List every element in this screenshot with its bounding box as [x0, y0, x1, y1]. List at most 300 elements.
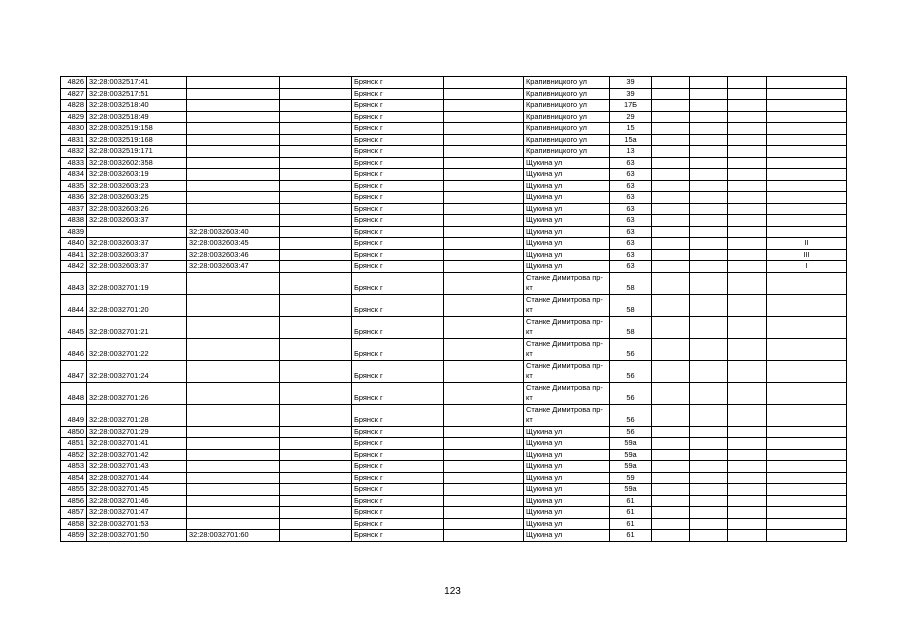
cell-street: Крапивницкого ул — [524, 88, 610, 100]
cell-empty — [728, 530, 767, 542]
cell-empty — [652, 495, 690, 507]
cell-number: 4849 — [61, 404, 87, 426]
cell-house: 63 — [610, 203, 652, 215]
cell-empty — [280, 360, 352, 382]
cell-empty — [690, 382, 728, 404]
cell-number: 4838 — [61, 215, 87, 227]
cell-parent-cadastral-number — [187, 294, 280, 316]
cell-empty — [444, 180, 524, 192]
cell-empty — [728, 272, 767, 294]
cell-city: Брянск г — [352, 472, 444, 484]
cell-number: 4857 — [61, 507, 87, 519]
cell-parent-cadastral-number — [187, 338, 280, 360]
cell-number: 4858 — [61, 518, 87, 530]
table-row — [61, 404, 847, 426]
cell-empty — [652, 404, 690, 426]
cell-empty — [652, 100, 690, 112]
cell-letter — [767, 472, 847, 484]
cell-parent-cadastral-number — [187, 518, 280, 530]
cell-street: Станке Димитрова пр-кт — [524, 360, 610, 382]
cell-parent-cadastral-number — [187, 157, 280, 169]
cell-empty — [444, 192, 524, 204]
table-row — [61, 100, 847, 112]
table-row — [61, 215, 847, 227]
cell-empty — [728, 495, 767, 507]
cell-cadastral-number: 32:28:0032701:50 — [87, 530, 187, 542]
cell-city: Брянск г — [352, 484, 444, 496]
cell-letter — [767, 215, 847, 227]
cell-empty — [728, 507, 767, 519]
cell-empty — [280, 382, 352, 404]
cell-empty — [690, 203, 728, 215]
cell-letter — [767, 226, 847, 238]
cell-street: Щукина ул — [524, 226, 610, 238]
cell-empty — [444, 382, 524, 404]
cell-letter — [767, 146, 847, 158]
cell-city: Брянск г — [352, 261, 444, 273]
cell-empty — [280, 226, 352, 238]
cell-empty — [728, 438, 767, 450]
cell-letter — [767, 111, 847, 123]
cell-empty — [690, 272, 728, 294]
cell-city: Брянск г — [352, 438, 444, 450]
cell-empty — [728, 88, 767, 100]
cell-empty — [652, 272, 690, 294]
cell-cadastral-number: 32:28:0032701:42 — [87, 449, 187, 461]
cell-house: 63 — [610, 157, 652, 169]
cell-empty — [280, 157, 352, 169]
cell-empty — [280, 100, 352, 112]
cell-house: 63 — [610, 226, 652, 238]
cell-city: Брянск г — [352, 100, 444, 112]
table-row — [61, 157, 847, 169]
cell-number: 4847 — [61, 360, 87, 382]
cell-empty — [652, 382, 690, 404]
cell-street: Станке Димитрова пр-кт — [524, 294, 610, 316]
cell-cadastral-number: 32:28:0032603:37 — [87, 238, 187, 250]
cell-empty — [652, 215, 690, 227]
cell-number: 4826 — [61, 77, 87, 89]
cell-cadastral-number: 32:28:0032603:26 — [87, 203, 187, 215]
cell-empty — [444, 146, 524, 158]
cell-empty — [444, 226, 524, 238]
cell-empty — [444, 518, 524, 530]
cell-empty — [652, 449, 690, 461]
cell-street: Щукина ул — [524, 249, 610, 261]
cell-empty — [690, 111, 728, 123]
cell-empty — [690, 180, 728, 192]
cell-empty — [728, 123, 767, 135]
cell-house: 59а — [610, 438, 652, 450]
cell-house: 58 — [610, 294, 652, 316]
cell-city: Брянск г — [352, 426, 444, 438]
cell-house: 59а — [610, 461, 652, 473]
table-row — [61, 338, 847, 360]
cell-empty — [280, 495, 352, 507]
cell-empty — [652, 438, 690, 450]
cell-empty — [652, 261, 690, 273]
cell-empty — [444, 484, 524, 496]
cell-house: 13 — [610, 146, 652, 158]
cell-cadastral-number: 32:28:0032603:19 — [87, 169, 187, 181]
cell-house: 63 — [610, 169, 652, 181]
table-row — [61, 530, 847, 542]
cell-house: 59а — [610, 484, 652, 496]
cell-empty — [728, 261, 767, 273]
table-row — [61, 438, 847, 450]
cell-letter — [767, 169, 847, 181]
cell-empty — [444, 495, 524, 507]
cell-empty — [652, 192, 690, 204]
cell-number: 4837 — [61, 203, 87, 215]
cell-empty — [280, 111, 352, 123]
cell-empty — [652, 134, 690, 146]
cell-empty — [652, 530, 690, 542]
cell-empty — [690, 123, 728, 135]
cell-empty — [280, 146, 352, 158]
cell-number: 4843 — [61, 272, 87, 294]
cell-parent-cadastral-number — [187, 146, 280, 158]
cell-parent-cadastral-number — [187, 449, 280, 461]
cell-street: Щукина ул — [524, 484, 610, 496]
cell-house: 56 — [610, 338, 652, 360]
cell-empty — [728, 215, 767, 227]
cell-empty — [652, 249, 690, 261]
cell-city: Брянск г — [352, 238, 444, 250]
cell-parent-cadastral-number — [187, 169, 280, 181]
cell-city: Брянск г — [352, 88, 444, 100]
cell-empty — [690, 249, 728, 261]
cell-house: 63 — [610, 192, 652, 204]
cell-parent-cadastral-number: 32:28:0032603:45 — [187, 238, 280, 250]
cell-number: 4850 — [61, 426, 87, 438]
cell-empty — [690, 484, 728, 496]
cell-parent-cadastral-number — [187, 203, 280, 215]
cell-empty — [728, 134, 767, 146]
table-row — [61, 472, 847, 484]
cell-house: 39 — [610, 77, 652, 89]
cell-empty — [728, 426, 767, 438]
cell-letter — [767, 180, 847, 192]
cell-empty — [728, 449, 767, 461]
cell-empty — [280, 507, 352, 519]
cell-house: 29 — [610, 111, 652, 123]
cell-empty — [280, 426, 352, 438]
cell-empty — [280, 272, 352, 294]
cell-empty — [444, 438, 524, 450]
cell-street: Щукина ул — [524, 180, 610, 192]
table-row — [61, 426, 847, 438]
cell-number: 4828 — [61, 100, 87, 112]
cell-empty — [690, 472, 728, 484]
cell-empty — [444, 294, 524, 316]
cell-cadastral-number: 32:28:0032518:49 — [87, 111, 187, 123]
cell-street: Щукина ул — [524, 461, 610, 473]
cell-empty — [728, 157, 767, 169]
cell-number: 4839 — [61, 226, 87, 238]
cell-empty — [690, 88, 728, 100]
cell-empty — [690, 294, 728, 316]
cell-empty — [444, 215, 524, 227]
cell-empty — [444, 261, 524, 273]
cell-empty — [690, 169, 728, 181]
cell-street: Щукина ул — [524, 507, 610, 519]
table-row — [61, 294, 847, 316]
cell-empty — [280, 238, 352, 250]
cell-number: 4856 — [61, 495, 87, 507]
cell-street: Станке Димитрова пр-кт — [524, 272, 610, 294]
cell-parent-cadastral-number: 32:28:0032603:46 — [187, 249, 280, 261]
cell-empty — [652, 123, 690, 135]
cell-city: Брянск г — [352, 157, 444, 169]
cell-house: 15а — [610, 134, 652, 146]
cell-street: Крапивницкого ул — [524, 100, 610, 112]
cell-cadastral-number: 32:28:0032701:29 — [87, 426, 187, 438]
cell-number: 4846 — [61, 338, 87, 360]
registry-table-body — [61, 77, 847, 542]
cell-parent-cadastral-number — [187, 134, 280, 146]
cell-number: 4854 — [61, 472, 87, 484]
cell-parent-cadastral-number — [187, 180, 280, 192]
cell-cadastral-number: 32:28:0032603:37 — [87, 261, 187, 273]
cell-letter — [767, 507, 847, 519]
table-row — [61, 507, 847, 519]
cell-empty — [280, 134, 352, 146]
cell-empty — [280, 438, 352, 450]
cell-empty — [652, 461, 690, 473]
cell-city: Брянск г — [352, 203, 444, 215]
cell-house: 61 — [610, 495, 652, 507]
cell-street: Щукина ул — [524, 238, 610, 250]
cell-house: 61 — [610, 530, 652, 542]
cell-letter — [767, 157, 847, 169]
cell-number: 4830 — [61, 123, 87, 135]
cell-cadastral-number: 32:28:0032701:26 — [87, 382, 187, 404]
cell-empty — [728, 146, 767, 158]
cell-parent-cadastral-number: 32:28:0032603:40 — [187, 226, 280, 238]
cell-empty — [652, 360, 690, 382]
cell-empty — [728, 203, 767, 215]
table-row — [61, 226, 847, 238]
cell-empty — [728, 111, 767, 123]
cell-cadastral-number: 32:28:0032701:22 — [87, 338, 187, 360]
cell-parent-cadastral-number — [187, 100, 280, 112]
cell-empty — [280, 169, 352, 181]
cell-parent-cadastral-number: 32:28:0032701:60 — [187, 530, 280, 542]
cell-empty — [728, 518, 767, 530]
cell-parent-cadastral-number — [187, 272, 280, 294]
cell-letter — [767, 192, 847, 204]
table-row — [61, 495, 847, 507]
cell-city: Брянск г — [352, 77, 444, 89]
cell-street: Крапивницкого ул — [524, 111, 610, 123]
cell-empty — [728, 360, 767, 382]
cell-house: 63 — [610, 215, 652, 227]
cell-empty — [652, 157, 690, 169]
cell-empty — [280, 530, 352, 542]
registry-table — [60, 76, 847, 542]
cell-letter — [767, 338, 847, 360]
cell-empty — [444, 507, 524, 519]
table-row — [61, 249, 847, 261]
cell-empty — [652, 180, 690, 192]
cell-empty — [280, 123, 352, 135]
cell-street: Щукина ул — [524, 495, 610, 507]
cell-cadastral-number: 32:28:0032701:53 — [87, 518, 187, 530]
cell-empty — [280, 215, 352, 227]
cell-city: Брянск г — [352, 192, 444, 204]
cell-cadastral-number: 32:28:0032701:45 — [87, 484, 187, 496]
cell-letter — [767, 203, 847, 215]
cell-empty — [652, 238, 690, 250]
cell-empty — [690, 215, 728, 227]
cell-empty — [690, 77, 728, 89]
table-row — [61, 449, 847, 461]
cell-empty — [280, 77, 352, 89]
cell-parent-cadastral-number — [187, 426, 280, 438]
cell-empty — [690, 507, 728, 519]
cell-letter — [767, 438, 847, 450]
cell-empty — [444, 100, 524, 112]
cell-empty — [280, 449, 352, 461]
cell-letter: III — [767, 249, 847, 261]
table-row — [61, 169, 847, 181]
cell-city: Брянск г — [352, 146, 444, 158]
cell-empty — [444, 203, 524, 215]
cell-letter: I — [767, 261, 847, 273]
cell-street: Крапивницкого ул — [524, 146, 610, 158]
cell-letter — [767, 360, 847, 382]
cell-house: 56 — [610, 404, 652, 426]
table-row — [61, 192, 847, 204]
cell-letter — [767, 461, 847, 473]
cell-empty — [652, 111, 690, 123]
cell-empty — [444, 338, 524, 360]
cell-empty — [728, 316, 767, 338]
cell-empty — [728, 461, 767, 473]
cell-city: Брянск г — [352, 530, 444, 542]
cell-cadastral-number: 32:28:0032518:40 — [87, 100, 187, 112]
table-row — [61, 316, 847, 338]
cell-number: 4832 — [61, 146, 87, 158]
cell-street: Щукина ул — [524, 472, 610, 484]
cell-cadastral-number: 32:28:0032701:20 — [87, 294, 187, 316]
cell-empty — [728, 100, 767, 112]
cell-city: Брянск г — [352, 404, 444, 426]
cell-house: 39 — [610, 88, 652, 100]
cell-number: 4835 — [61, 180, 87, 192]
cell-empty — [728, 249, 767, 261]
cell-parent-cadastral-number — [187, 316, 280, 338]
cell-number: 4827 — [61, 88, 87, 100]
cell-street: Щукина ул — [524, 518, 610, 530]
cell-letter — [767, 530, 847, 542]
cell-city: Брянск г — [352, 169, 444, 181]
cell-number: 4836 — [61, 192, 87, 204]
cell-cadastral-number — [87, 226, 187, 238]
cell-letter: II — [767, 238, 847, 250]
cell-parent-cadastral-number — [187, 123, 280, 135]
cell-street: Станке Димитрова пр-кт — [524, 404, 610, 426]
cell-letter — [767, 123, 847, 135]
cell-empty — [444, 88, 524, 100]
cell-empty — [690, 146, 728, 158]
cell-empty — [690, 426, 728, 438]
table-row — [61, 518, 847, 530]
cell-street: Станке Димитрова пр-кт — [524, 338, 610, 360]
cell-house: 63 — [610, 180, 652, 192]
cell-letter — [767, 484, 847, 496]
cell-empty — [728, 338, 767, 360]
cell-empty — [690, 518, 728, 530]
cell-parent-cadastral-number — [187, 438, 280, 450]
cell-empty — [444, 157, 524, 169]
cell-empty — [728, 294, 767, 316]
cell-street: Щукина ул — [524, 449, 610, 461]
cell-empty — [444, 404, 524, 426]
cell-cadastral-number: 32:28:0032602:358 — [87, 157, 187, 169]
cell-house: 59 — [610, 472, 652, 484]
cell-parent-cadastral-number — [187, 507, 280, 519]
cell-number: 4834 — [61, 169, 87, 181]
cell-empty — [690, 338, 728, 360]
cell-cadastral-number: 32:28:0032701:44 — [87, 472, 187, 484]
cell-empty — [652, 316, 690, 338]
cell-cadastral-number: 32:28:0032701:24 — [87, 360, 187, 382]
cell-number: 4852 — [61, 449, 87, 461]
table-row — [61, 238, 847, 250]
cell-number: 4831 — [61, 134, 87, 146]
cell-empty — [690, 261, 728, 273]
cell-empty — [652, 226, 690, 238]
cell-street: Щукина ул — [524, 530, 610, 542]
cell-empty — [652, 203, 690, 215]
cell-empty — [280, 316, 352, 338]
cell-empty — [280, 461, 352, 473]
cell-street: Крапивницкого ул — [524, 134, 610, 146]
cell-city: Брянск г — [352, 495, 444, 507]
cell-empty — [444, 134, 524, 146]
cell-letter — [767, 100, 847, 112]
cell-city: Брянск г — [352, 338, 444, 360]
cell-empty — [280, 192, 352, 204]
cell-street: Щукина ул — [524, 261, 610, 273]
cell-empty — [728, 404, 767, 426]
cell-parent-cadastral-number — [187, 215, 280, 227]
cell-empty — [280, 88, 352, 100]
cell-parent-cadastral-number — [187, 472, 280, 484]
cell-cadastral-number: 32:28:0032517:41 — [87, 77, 187, 89]
cell-empty — [652, 294, 690, 316]
cell-street: Щукина ул — [524, 215, 610, 227]
cell-empty — [728, 192, 767, 204]
cell-empty — [690, 157, 728, 169]
cell-empty — [444, 238, 524, 250]
cell-empty — [652, 169, 690, 181]
cell-number: 4842 — [61, 261, 87, 273]
cell-empty — [690, 238, 728, 250]
cell-empty — [280, 294, 352, 316]
cell-parent-cadastral-number — [187, 111, 280, 123]
cell-empty — [728, 180, 767, 192]
cell-empty — [690, 461, 728, 473]
cell-empty — [690, 449, 728, 461]
cell-empty — [652, 426, 690, 438]
cell-empty — [690, 316, 728, 338]
cell-empty — [690, 495, 728, 507]
cell-empty — [652, 77, 690, 89]
cell-empty — [728, 77, 767, 89]
